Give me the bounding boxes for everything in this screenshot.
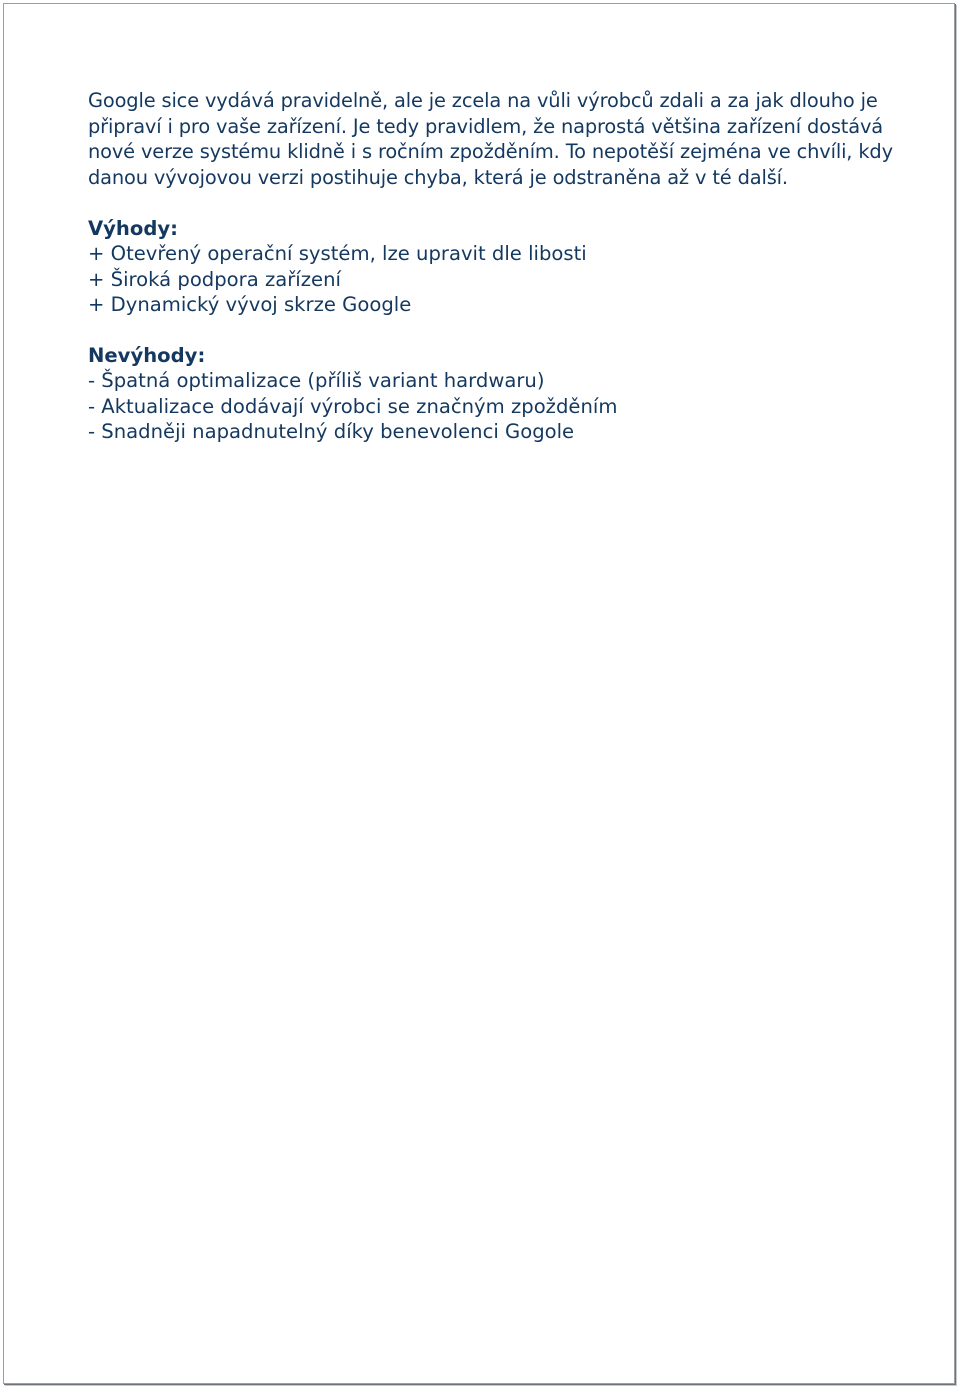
document-page xyxy=(3,3,955,1384)
disadvantages-heading: Nevýhody: xyxy=(88,343,206,367)
advantages-heading: Výhody: xyxy=(88,216,178,240)
intro-line: Google sice vydává pravidelně, ale je zcela na vůli výrobců zdali a za jak dlouho je xyxy=(88,89,878,112)
intro-paragraph xyxy=(88,88,893,191)
disadvantage-item: - Aktualizace dodávají výrobci se značným zpožděním xyxy=(88,394,618,418)
disadvantage-item: - Špatná optimalizace (příliš variant hardwaru) xyxy=(88,369,545,393)
document-content xyxy=(88,88,893,445)
intro-line: danou vývojovou verzi postihuje chyba, která je odstraněna až v té další. xyxy=(88,166,788,190)
advantages-section xyxy=(88,216,888,318)
advantage-item: + Otevřený operační systém, lze upravit dle libosti xyxy=(88,242,587,266)
advantage-item: + Široká podpora zařízení xyxy=(88,267,341,291)
intro-line: připraví i pro vaše zařízení. Je tedy pravidlem, že naprostá většina zařízení dostává xyxy=(88,114,884,138)
intro-line: nové verze systému klidně i s ročním zpožděním. To nepotěší zejména ve chvíli, kdy xyxy=(88,140,893,164)
disadvantage-item: - Snadněji napadnutelný díky benevolenci Gogole xyxy=(88,420,575,444)
disadvantages-section xyxy=(88,343,888,445)
advantage-item: + Dynamický vývoj skrze Google xyxy=(88,293,412,317)
